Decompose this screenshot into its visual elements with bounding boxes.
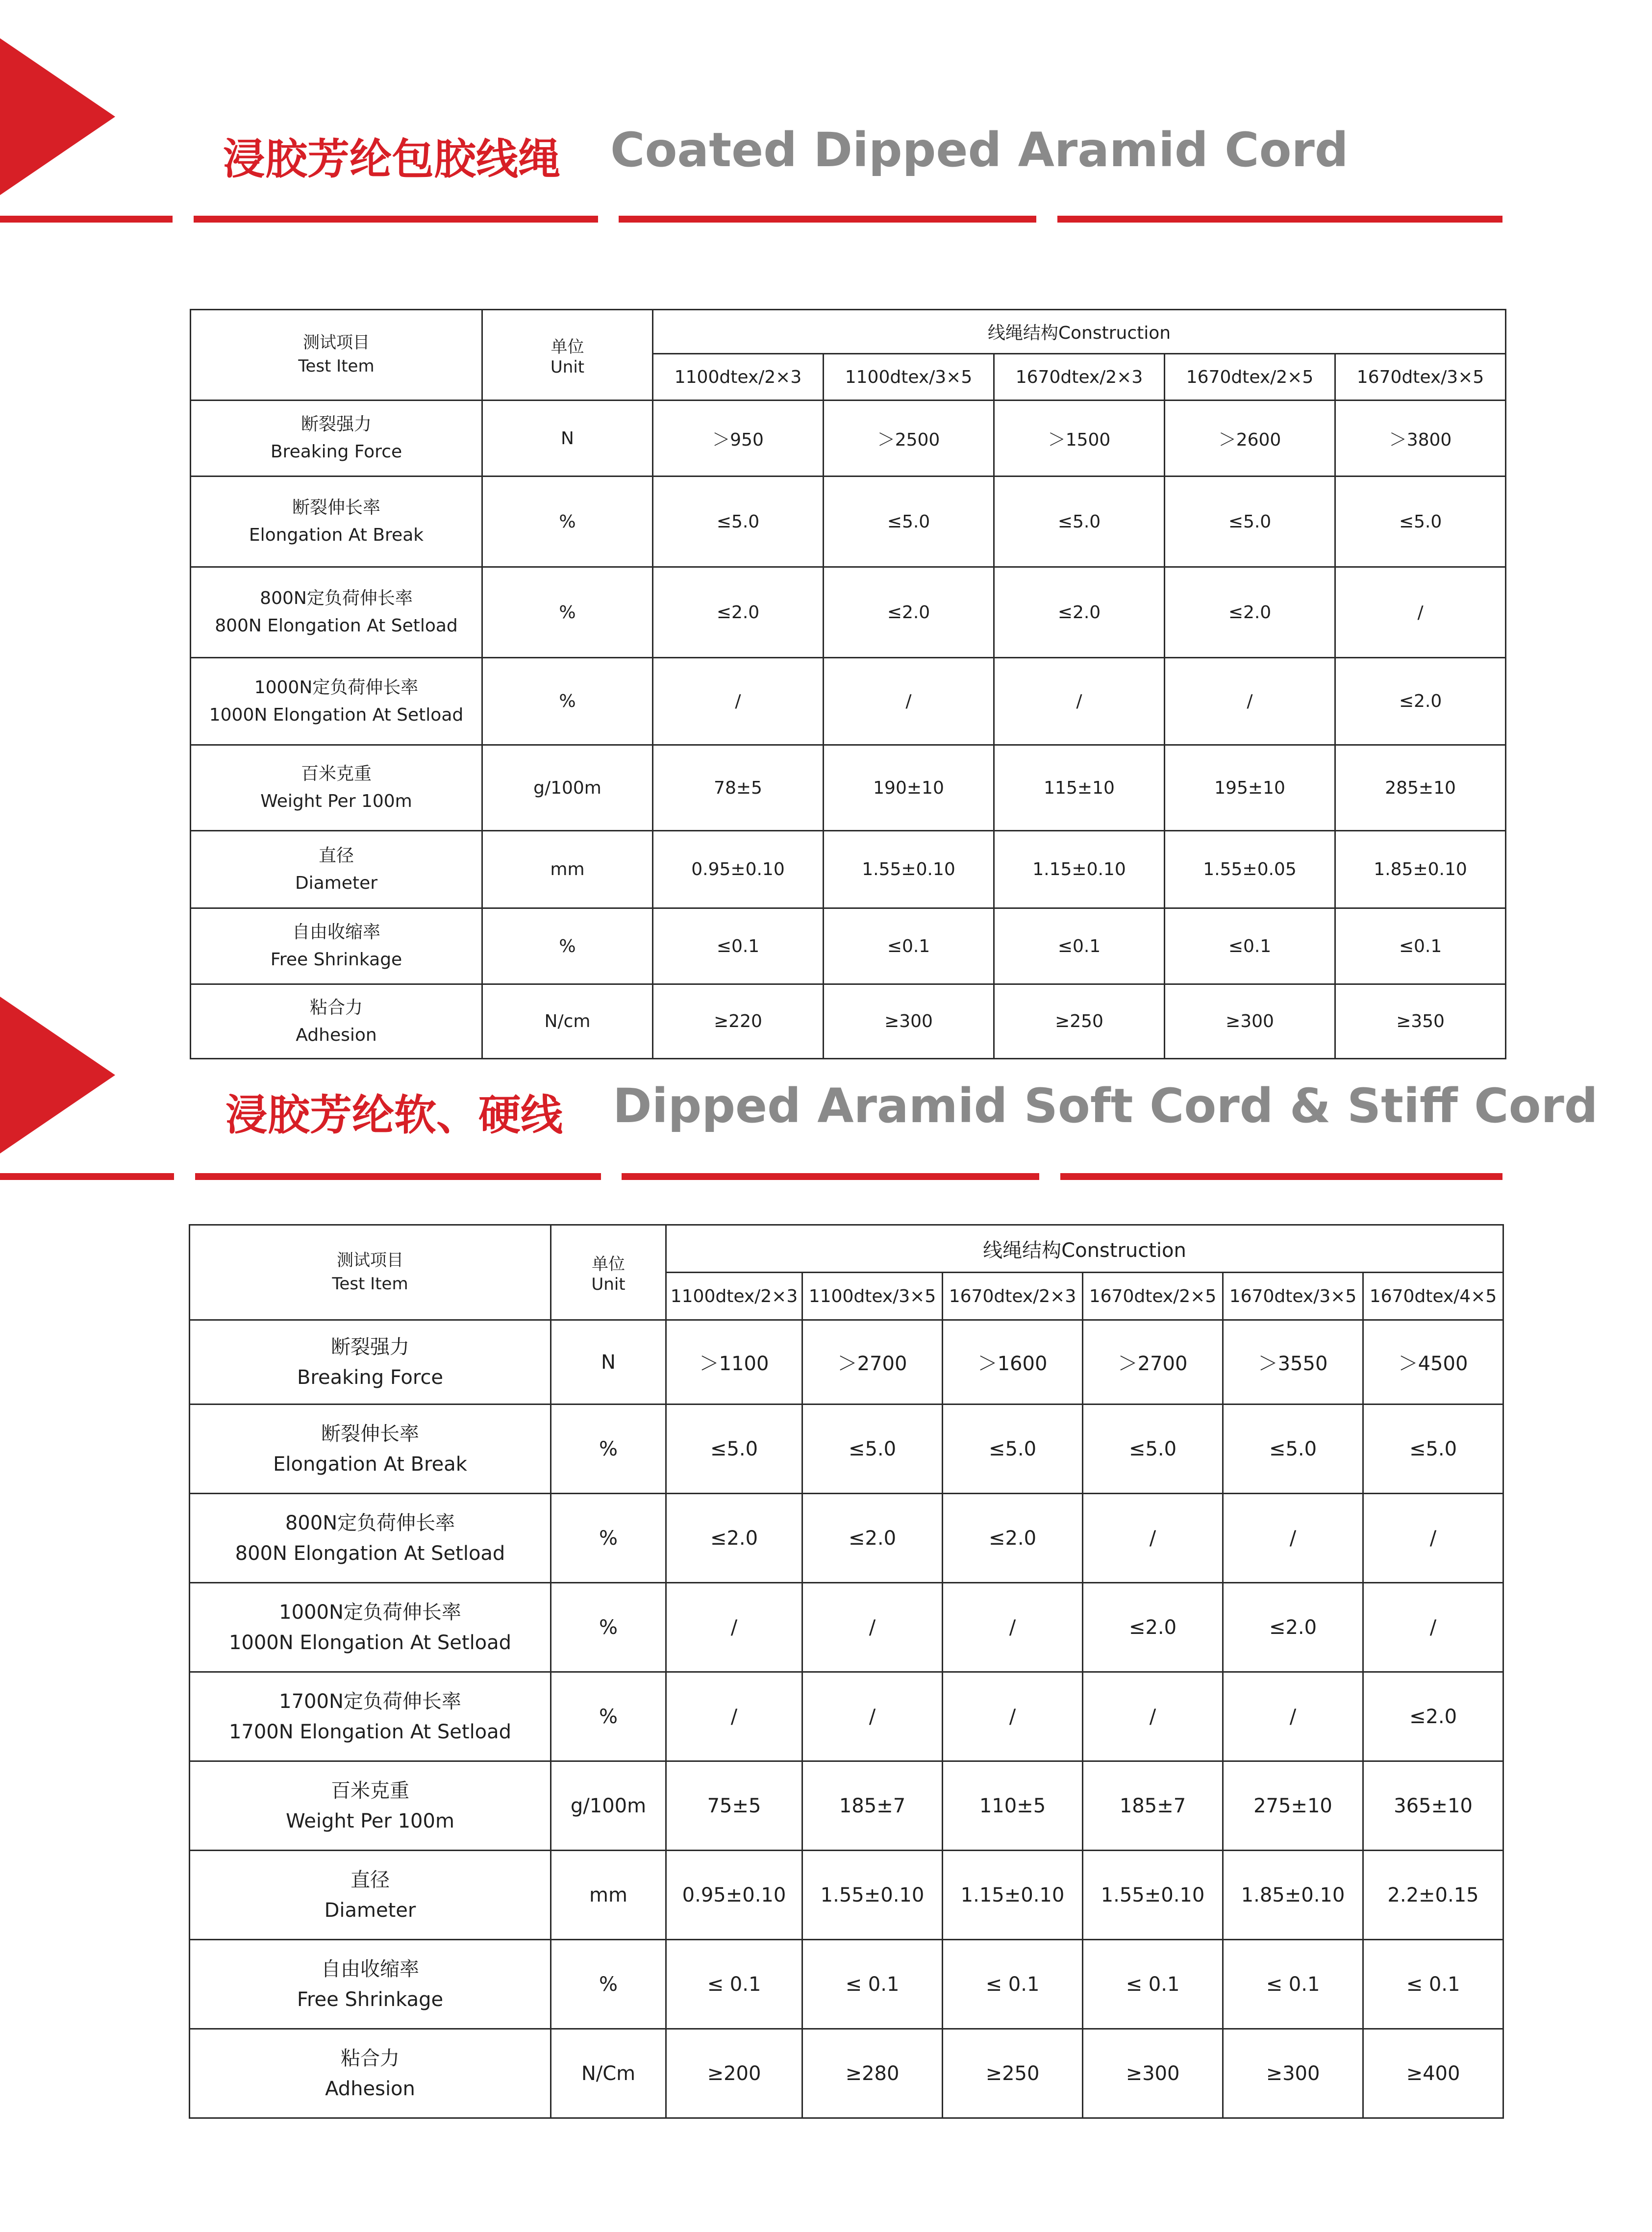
unit-cell: g/100m — [482, 745, 653, 831]
value-cell: / — [994, 658, 1165, 745]
test-item-en: Weight Per 100m — [260, 791, 412, 811]
section2-title-en: Dipped Aramid Soft Cord & Stiff Cord — [613, 1078, 1598, 1133]
test-item-cn: 百米克重 — [300, 764, 372, 784]
column-header: 1670dtex/4×5 — [1363, 1273, 1503, 1320]
value-cell: ≥300 — [1083, 2029, 1223, 2118]
test-item-cn: 断裂伸长率 — [292, 498, 380, 518]
column-header: 1670dtex/2×3 — [943, 1273, 1083, 1320]
value-cell: ≤5.0 — [1335, 476, 1506, 567]
divider-bar — [0, 216, 173, 223]
spec-table-soft-stiff — [189, 1224, 1504, 2119]
value-cell: ≤2.0 — [802, 1494, 943, 1583]
value-cell: ＞2500 — [824, 401, 994, 476]
value-cell: 75±5 — [666, 1761, 802, 1851]
value-cell: 1.15±0.10 — [994, 831, 1165, 908]
test-item-cn: 自由收缩率 — [292, 922, 380, 943]
header-unit-en: Unit — [591, 1275, 626, 1294]
divider-bar — [619, 216, 1036, 223]
value-cell: / — [1083, 1494, 1223, 1583]
table-row — [190, 1761, 1503, 1851]
value-cell: 285±10 — [1335, 745, 1506, 831]
value-cell: ≤2.0 — [824, 567, 994, 658]
test-item-cn: 1000N定负荷伸长率 — [279, 1601, 461, 1624]
table-row — [190, 1320, 1503, 1404]
value-cell: 1.55±0.10 — [802, 1851, 943, 1940]
test-item-cell — [190, 1404, 551, 1494]
value-cell: ≤5.0 — [1165, 476, 1335, 567]
value-cell: ≤0.1 — [824, 908, 994, 984]
column-header: 1670dtex/2×3 — [994, 354, 1165, 401]
test-item-cell — [191, 908, 482, 984]
test-item-en: 800N Elongation At Setload — [215, 616, 458, 636]
test-item-cell — [190, 1761, 551, 1851]
table-row — [190, 1404, 1503, 1494]
unit-cell: % — [551, 1583, 666, 1672]
value-cell: ＞950 — [653, 401, 824, 476]
test-item-cn: 800N定负荷伸长率 — [285, 1511, 455, 1534]
divider-bar — [0, 1173, 174, 1180]
spec-table-coated — [190, 309, 1506, 1059]
test-item-cn: 自由收缩率 — [321, 1957, 419, 1981]
value-cell: 195±10 — [1165, 745, 1335, 831]
unit-cell: % — [482, 476, 653, 567]
value-cell: ≤5.0 — [1223, 1404, 1363, 1494]
test-item-cn: 断裂强力 — [331, 1335, 409, 1358]
test-item-en: Free Shrinkage — [270, 950, 402, 970]
value-cell: 2.2±0.15 — [1363, 1851, 1503, 1940]
value-cell: ≤ 0.1 — [1363, 1940, 1503, 2029]
column-header: 1670dtex/2×5 — [1083, 1273, 1223, 1320]
unit-cell: % — [551, 1940, 666, 2029]
test-item-en: 1000N Elongation At Setload — [209, 704, 464, 725]
header-unit-cn: 单位 — [551, 337, 584, 357]
table-row — [190, 1672, 1503, 1761]
test-item-en: 1700N Elongation At Setload — [228, 1720, 512, 1743]
header-unit — [551, 1225, 666, 1320]
value-cell: / — [1223, 1494, 1363, 1583]
divider-bar — [1060, 1173, 1502, 1180]
test-item-cell — [191, 658, 482, 745]
test-item-en: Breaking Force — [270, 442, 402, 462]
column-header: 1100dtex/3×5 — [824, 354, 994, 401]
test-item-en: Diameter — [295, 873, 378, 893]
red-triangle-icon — [0, 38, 115, 195]
value-cell: ＞1500 — [994, 401, 1165, 476]
table-row — [191, 984, 1506, 1059]
header-test-item-en: Test Item — [298, 356, 375, 376]
value-cell: 115±10 — [994, 745, 1165, 831]
column-header: 1670dtex/3×5 — [1335, 354, 1506, 401]
value-cell: 185±7 — [1083, 1761, 1223, 1851]
header-test-item-en: Test Item — [332, 1274, 408, 1294]
test-item-cell — [191, 476, 482, 567]
value-cell: ≤0.1 — [994, 908, 1165, 984]
section1-title-en: Coated Dipped Aramid Cord — [610, 123, 1349, 177]
unit-cell: mm — [551, 1851, 666, 1940]
test-item-cell — [191, 401, 482, 476]
header-test-item — [191, 310, 482, 401]
value-cell: ≤5.0 — [653, 476, 824, 567]
unit-cell: N — [482, 401, 653, 476]
value-cell: ≤2.0 — [1083, 1583, 1223, 1672]
test-item-en: Weight Per 100m — [286, 1809, 454, 1832]
table-row — [190, 1494, 1503, 1583]
test-item-cell — [190, 1940, 551, 2029]
unit-cell: mm — [482, 831, 653, 908]
value-cell: ＞3800 — [1335, 401, 1506, 476]
value-cell: / — [1165, 658, 1335, 745]
value-cell: 78±5 — [653, 745, 824, 831]
value-cell: ≤0.1 — [1335, 908, 1506, 984]
test-item-cell — [191, 831, 482, 908]
value-cell: / — [943, 1672, 1083, 1761]
table-row — [190, 2029, 1503, 2118]
value-cell: ≤2.0 — [994, 567, 1165, 658]
value-cell: / — [1223, 1672, 1363, 1761]
test-item-cell — [190, 1672, 551, 1761]
header-unit — [482, 310, 653, 401]
test-item-cell — [190, 1494, 551, 1583]
value-cell: ＞2700 — [802, 1320, 943, 1404]
value-cell: 1.55±0.05 — [1165, 831, 1335, 908]
value-cell: / — [1363, 1583, 1503, 1672]
value-cell: ≥250 — [943, 2029, 1083, 2118]
value-cell: 1.55±0.10 — [824, 831, 994, 908]
unit-cell: N/cm — [482, 984, 653, 1059]
value-cell: ≤5.0 — [1083, 1404, 1223, 1494]
value-cell: ≤2.0 — [1165, 567, 1335, 658]
value-cell: ≥300 — [1223, 2029, 1363, 2118]
column-header: 1100dtex/2×3 — [666, 1273, 802, 1320]
column-header: 1670dtex/2×5 — [1165, 354, 1335, 401]
value-cell: 365±10 — [1363, 1761, 1503, 1851]
unit-cell: % — [551, 1494, 666, 1583]
test-item-cn: 百米克重 — [331, 1779, 409, 1802]
table-row — [190, 1940, 1503, 2029]
test-item-cn: 800N定负荷伸长率 — [260, 588, 413, 609]
value-cell: ≤ 0.1 — [666, 1940, 802, 2029]
header-construction: 线绳结构Construction — [653, 310, 1506, 354]
test-item-cn: 直径 — [350, 1868, 390, 1891]
value-cell: / — [802, 1583, 943, 1672]
test-item-cell — [190, 1320, 551, 1404]
unit-cell: N/Cm — [551, 2029, 666, 2118]
test-item-cn: 粘合力 — [309, 997, 363, 1018]
value-cell: ≥350 — [1335, 984, 1506, 1059]
unit-cell: % — [482, 567, 653, 658]
unit-cell: % — [551, 1672, 666, 1761]
unit-cell: % — [551, 1404, 666, 1494]
value-cell: ≤5.0 — [1363, 1404, 1503, 1494]
column-header: 1100dtex/3×5 — [802, 1273, 943, 1320]
table-row — [191, 745, 1506, 831]
value-cell: ＞1100 — [666, 1320, 802, 1404]
table-row — [190, 1851, 1503, 1940]
value-cell: / — [824, 658, 994, 745]
value-cell: ≥250 — [994, 984, 1165, 1059]
value-cell: / — [666, 1583, 802, 1672]
value-cell: / — [666, 1672, 802, 1761]
test-item-en: Adhesion — [296, 1025, 377, 1045]
value-cell: / — [1083, 1672, 1223, 1761]
value-cell: ≤5.0 — [994, 476, 1165, 567]
value-cell: 1.85±0.10 — [1223, 1851, 1363, 1940]
header-unit-cn: 单位 — [592, 1254, 625, 1274]
test-item-cn: 直径 — [318, 845, 354, 866]
value-cell: 0.95±0.10 — [653, 831, 824, 908]
value-cell: ≥300 — [1165, 984, 1335, 1059]
value-cell: 275±10 — [1223, 1761, 1363, 1851]
test-item-cn: 粘合力 — [341, 2047, 400, 2070]
table-row — [191, 476, 1506, 567]
column-header: 1100dtex/2×3 — [653, 354, 824, 401]
test-item-en: 800N Elongation At Setload — [235, 1542, 505, 1565]
table-row — [190, 1583, 1503, 1672]
test-item-cell — [191, 984, 482, 1059]
table-row — [191, 831, 1506, 908]
value-cell: / — [802, 1672, 943, 1761]
value-cell: ≥220 — [653, 984, 824, 1059]
value-cell: ≤0.1 — [653, 908, 824, 984]
header-unit-en: Unit — [550, 357, 585, 377]
value-cell: ≤5.0 — [802, 1404, 943, 1494]
table-row — [191, 658, 1506, 745]
value-cell: ＞4500 — [1363, 1320, 1503, 1404]
value-cell: 190±10 — [824, 745, 994, 831]
value-cell: ≤2.0 — [1335, 658, 1506, 745]
column-header: 1670dtex/3×5 — [1223, 1273, 1363, 1320]
header-test-item — [190, 1225, 551, 1320]
test-item-en: Elongation At Break — [249, 525, 424, 545]
test-item-en: Adhesion — [325, 2077, 415, 2100]
test-item-cell — [191, 745, 482, 831]
value-cell: ≤5.0 — [666, 1404, 802, 1494]
value-cell: ≤ 0.1 — [1083, 1940, 1223, 2029]
value-cell: ≥200 — [666, 2029, 802, 2118]
value-cell: ≤2.0 — [653, 567, 824, 658]
test-item-cn: 断裂强力 — [300, 414, 372, 435]
value-cell: ≥300 — [824, 984, 994, 1059]
value-cell: ≤0.1 — [1165, 908, 1335, 984]
test-item-cn: 1700N定负荷伸长率 — [279, 1690, 461, 1713]
table-row — [191, 567, 1506, 658]
unit-cell: g/100m — [551, 1761, 666, 1851]
value-cell: ≤2.0 — [1363, 1672, 1503, 1761]
value-cell: / — [943, 1583, 1083, 1672]
test-item-en: Elongation At Break — [273, 1453, 467, 1476]
test-item-cell — [190, 1583, 551, 1672]
table-row — [191, 401, 1506, 476]
divider-bar — [622, 1173, 1039, 1180]
value-cell: ≤ 0.1 — [802, 1940, 943, 2029]
test-item-en: 1000N Elongation At Setload — [228, 1631, 512, 1654]
value-cell: 0.95±0.10 — [666, 1851, 802, 1940]
unit-cell: % — [482, 908, 653, 984]
value-cell: ≥400 — [1363, 2029, 1503, 2118]
test-item-cell — [191, 567, 482, 658]
red-triangle-icon — [0, 997, 115, 1154]
header-test-item-cn: 测试项目 — [303, 333, 370, 353]
value-cell: ≥280 — [802, 2029, 943, 2118]
value-cell: ≤5.0 — [943, 1404, 1083, 1494]
test-item-en: Free Shrinkage — [297, 1988, 444, 2011]
value-cell: ＞2600 — [1165, 401, 1335, 476]
value-cell: ≤2.0 — [666, 1494, 802, 1583]
value-cell: ＞3550 — [1223, 1320, 1363, 1404]
unit-cell: % — [482, 658, 653, 745]
value-cell: 1.15±0.10 — [943, 1851, 1083, 1940]
value-cell: ≤5.0 — [824, 476, 994, 567]
value-cell: 1.85±0.10 — [1335, 831, 1506, 908]
value-cell: / — [653, 658, 824, 745]
value-cell: ≤ 0.1 — [1223, 1940, 1363, 2029]
header-test-item-cn: 测试项目 — [337, 1250, 403, 1270]
divider-bar — [194, 216, 598, 223]
test-item-en: Diameter — [324, 1899, 416, 1922]
test-item-cell — [190, 1851, 551, 1940]
unit-cell: N — [551, 1320, 666, 1404]
value-cell: ≤ 0.1 — [943, 1940, 1083, 2029]
value-cell: 185±7 — [802, 1761, 943, 1851]
section2-title-cn: 浸胶芳纶软、硬线 — [225, 1091, 563, 1140]
value-cell: 1.55±0.10 — [1083, 1851, 1223, 1940]
section1-title-cn: 浸胶芳纶包胶线绳 — [223, 135, 560, 184]
value-cell: ≤2.0 — [943, 1494, 1083, 1583]
test-item-cn: 断裂伸长率 — [321, 1422, 419, 1445]
test-item-en: Breaking Force — [297, 1366, 444, 1389]
value-cell: 110±5 — [943, 1761, 1083, 1851]
value-cell: / — [1335, 567, 1506, 658]
divider-bar — [195, 1173, 601, 1180]
test-item-cell — [190, 2029, 551, 2118]
divider-bar — [1057, 216, 1502, 223]
value-cell: / — [1363, 1494, 1503, 1583]
test-item-cn: 1000N定负荷伸长率 — [254, 677, 419, 698]
header-construction: 线绳结构Construction — [666, 1225, 1503, 1273]
table-row — [191, 908, 1506, 984]
value-cell: ≤2.0 — [1223, 1583, 1363, 1672]
value-cell: ＞1600 — [943, 1320, 1083, 1404]
value-cell: ＞2700 — [1083, 1320, 1223, 1404]
